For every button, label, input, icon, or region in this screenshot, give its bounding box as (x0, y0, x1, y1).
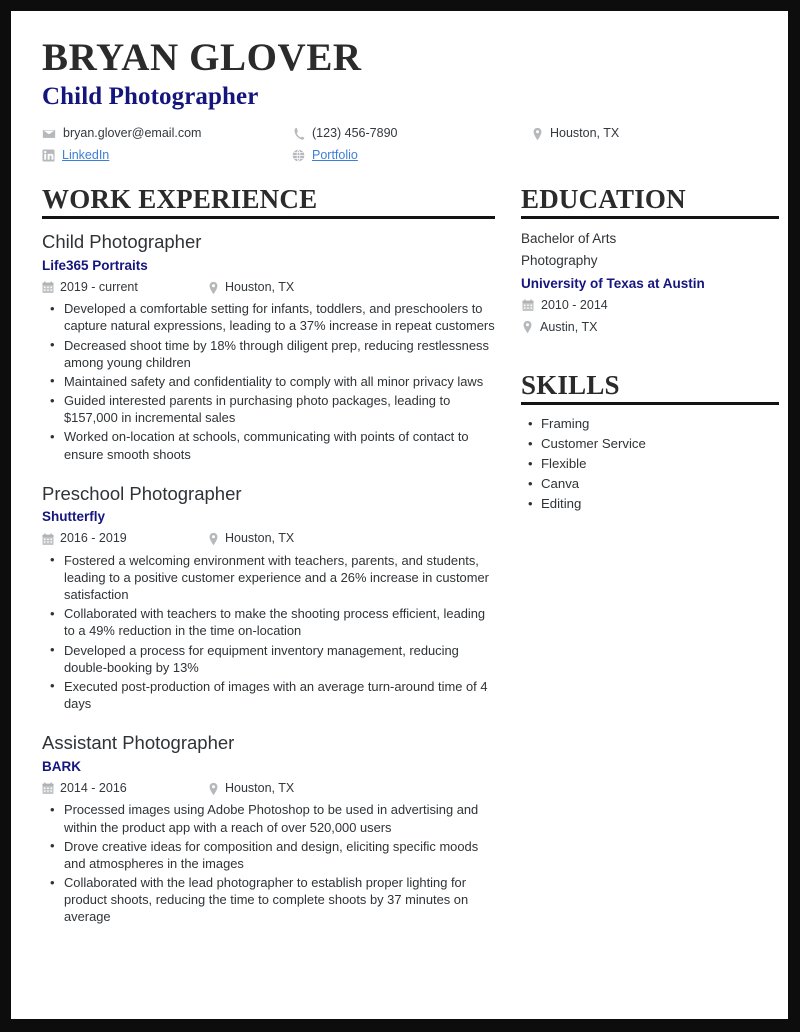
job-bullet-list (42, 300, 495, 462)
skill-item: • Customer Service (521, 434, 779, 454)
linkedin-icon (42, 149, 55, 162)
education-location (521, 317, 779, 337)
left-column (42, 184, 495, 928)
section-divider (521, 402, 779, 405)
experience-entry (42, 230, 495, 463)
job-title: Child Photographer (42, 231, 202, 253)
envelope-icon (42, 127, 56, 141)
contact-portfolio-link[interactable]: Portfolio (312, 148, 358, 163)
contact-email[interactable] (42, 124, 292, 143)
job-dates-text: 2016 - 2019 (60, 531, 127, 546)
section-divider (521, 216, 779, 219)
skill-item: • Editing (521, 494, 779, 514)
education-location-text: Austin, TX (540, 319, 598, 334)
calendar-icon (522, 299, 534, 312)
job-meta (42, 530, 495, 548)
column-gutter (495, 184, 521, 928)
bullet-item: • Worked on-location at schools, communicating with points of contact to ensure smooth shoots (42, 428, 495, 462)
bullet-item: • Processed images using Adobe Photoshop to be used in advertising and within the product app with a reach of over 520,000 users (42, 801, 495, 835)
contact-row-primary (42, 124, 756, 143)
bullet-item: • Maintained safety and confidentiality to comply with all minor privacy laws (42, 373, 495, 390)
experience-entry (42, 731, 495, 925)
job-dates (42, 279, 208, 297)
contact-location-text: Houston, TX (550, 126, 620, 141)
resume-header (42, 37, 756, 165)
map-pin-icon (532, 127, 543, 141)
globe-icon (292, 149, 305, 162)
education-dates (521, 295, 779, 315)
job-location (208, 279, 294, 297)
skill-item: • Canva (521, 474, 779, 494)
contact-linkedin-link[interactable]: LinkedIn (62, 148, 110, 163)
job-meta (42, 780, 495, 798)
job-bullet-list (42, 552, 495, 712)
contact-phone-text: (123) 456-7890 (312, 126, 398, 141)
bullet-item: • Decreased shoot time by 18% through diligent prep, reducing restlessness among young children (42, 337, 495, 371)
map-pin-icon (208, 532, 219, 546)
contact-location (532, 124, 619, 143)
job-dates-text: 2019 - current (60, 279, 138, 294)
education-degree: Bachelor of Arts (521, 231, 617, 247)
education-section (521, 184, 779, 337)
experience-entry (42, 482, 495, 713)
bullet-item: • Developed a comfortable setting for infants, toddlers, and preschoolers to capture natural expressions, leading to a 37% increase in repeat customers (42, 300, 495, 334)
candidate-job-title: Child Photographer (42, 83, 259, 111)
job-title: Preschool Photographer (42, 482, 242, 504)
resume-body (42, 184, 756, 928)
education-dates-text: 2010 - 2014 (541, 298, 608, 313)
bullet-item: • Developed a process for equipment inventory management, reducing double-booking by 13% (42, 642, 495, 676)
calendar-icon (42, 533, 54, 546)
job-title: Assistant Photographer (42, 732, 235, 754)
job-location-text: Houston, TX (225, 531, 295, 546)
company-name: Shutterfly (42, 509, 106, 525)
map-pin-icon (208, 281, 219, 295)
contact-email-text: bryan.glover@email.com (63, 126, 202, 141)
map-pin-icon (208, 782, 219, 796)
calendar-icon (42, 281, 54, 294)
education-entry (521, 228, 779, 337)
job-dates-text: 2014 - 2016 (60, 780, 127, 795)
education-field: Photography (521, 252, 598, 268)
section-divider (42, 216, 495, 219)
skills-heading: SKILLS (521, 369, 620, 400)
job-meta (42, 279, 495, 297)
bullet-item: • Executed post-production of images with an average turn-around time of 4 days (42, 678, 495, 712)
bullet-item: • Collaborated with teachers to make the shooting process efficient, leading to a 49% reduction in the time on-location (42, 605, 495, 639)
bullet-item: • Fostered a welcoming environment with teachers, parents, and students, leading to a positive customer experience and a 26% increase in customer satisfaction (42, 552, 495, 603)
phone-icon (292, 127, 305, 141)
skill-item: • Framing (521, 414, 779, 434)
skills-section (521, 370, 779, 515)
work-experience-heading: WORK EXPERIENCE (42, 183, 318, 214)
company-name: Life365 Portraits (42, 257, 148, 273)
contact-row-links (42, 146, 756, 165)
calendar-icon (42, 782, 54, 795)
bullet-item: • Guided interested parents in purchasing photo packages, leading to $157,000 in incremental sales (42, 392, 495, 426)
job-dates (42, 780, 208, 798)
skills-list (521, 414, 779, 514)
skill-item: • Flexible (521, 454, 779, 474)
job-dates (42, 530, 208, 548)
job-bullet-list (42, 801, 495, 925)
education-heading: EDUCATION (521, 183, 686, 214)
right-column (521, 184, 779, 928)
contact-portfolio[interactable] (292, 146, 532, 165)
contact-linkedin[interactable] (42, 146, 292, 165)
contact-info-block (42, 124, 756, 165)
bullet-item: • Collaborated with the lead photographer to establish proper lighting for product shoots, reducing the time to complete shoots by 37 minutes on average (42, 874, 495, 925)
company-name: BARK (42, 758, 81, 774)
candidate-name: BRYAN GLOVER (42, 36, 362, 79)
education-school: University of Texas at Austin (521, 275, 705, 291)
bullet-item: • Drove creative ideas for composition and design, eliciting specific moods and atmospheres in the images (42, 838, 495, 872)
work-experience-section (42, 184, 495, 926)
map-pin-icon (522, 320, 533, 334)
job-location (208, 780, 294, 798)
job-location-text: Houston, TX (225, 279, 295, 294)
job-location (208, 530, 294, 548)
job-location-text: Houston, TX (225, 780, 295, 795)
contact-phone[interactable] (292, 124, 532, 143)
resume-page (11, 11, 788, 1019)
